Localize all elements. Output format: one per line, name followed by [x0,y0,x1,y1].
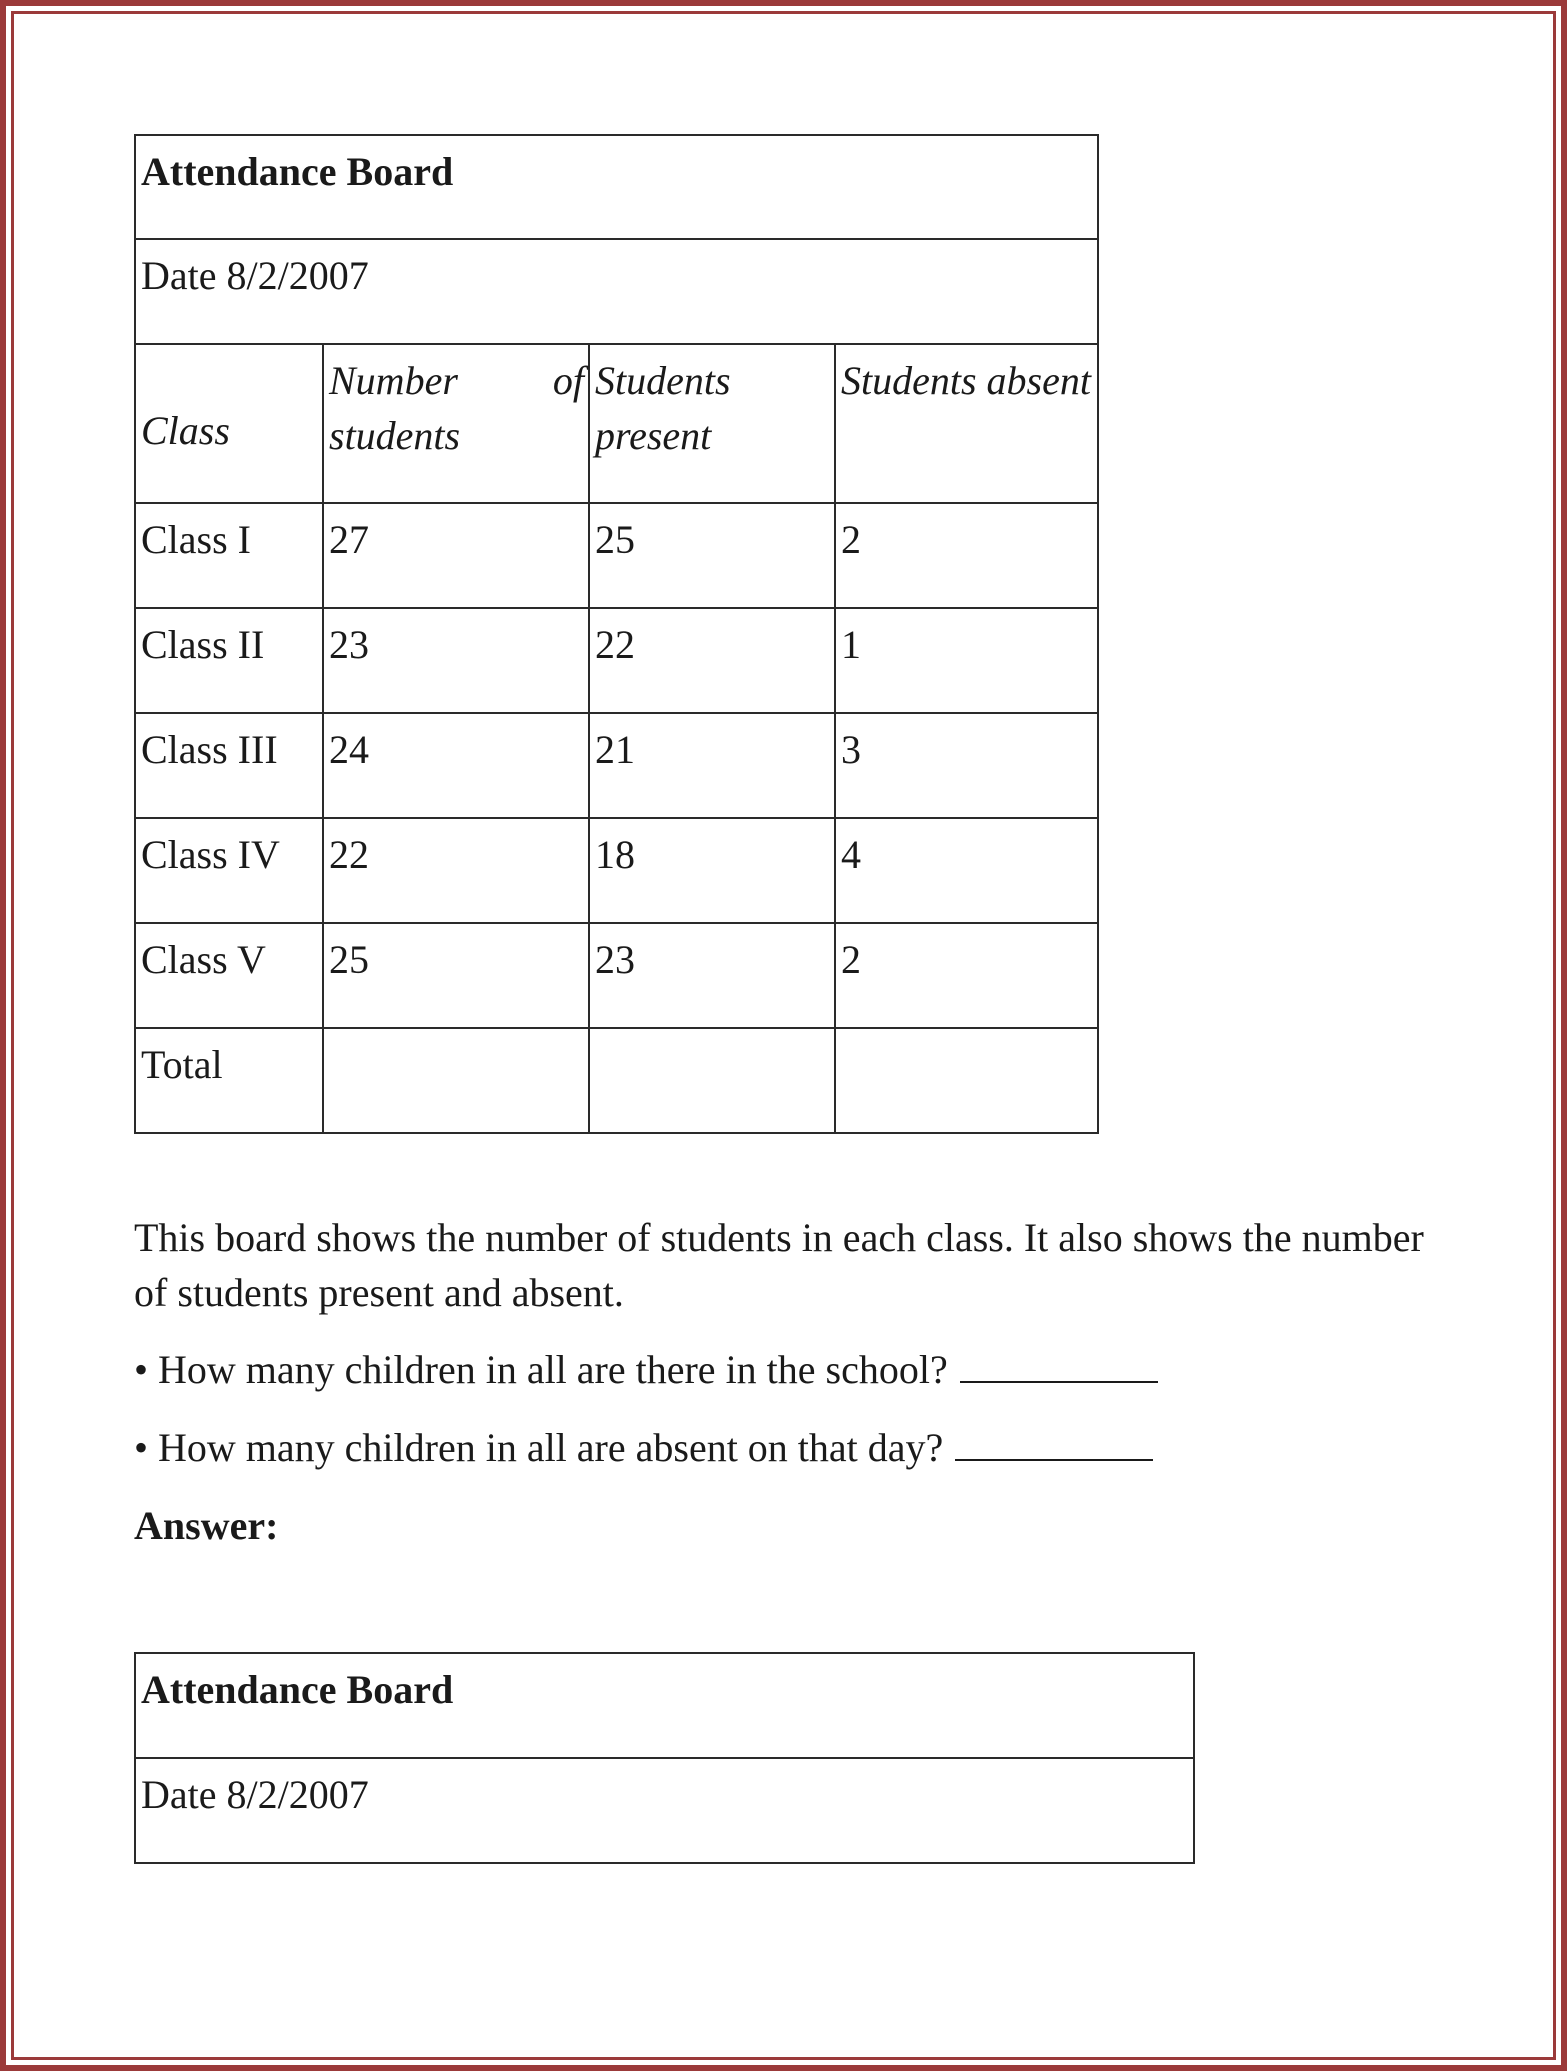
question-1 [134,1342,1434,1397]
attendance-board-table [134,134,1097,1132]
answer-blank-2 [955,1429,1153,1461]
header-class: Class [135,344,323,503]
total-number-cell [323,1028,589,1133]
board-date: Date 8/2/2007 [135,239,1098,344]
question-2 [134,1420,1434,1475]
total-absent-cell [835,1028,1098,1133]
total-label: Total [135,1028,323,1133]
cell-absent: 2 [835,923,1098,1028]
cell-class: Class I [135,503,323,608]
cell-present: 18 [589,818,835,923]
question-1-text: • How many children in all are there in the school? [134,1347,948,1392]
description-text: This board shows the number of students in each class. It also shows the number of students present and absent. [134,1215,1424,1315]
cell-class: Class IV [135,818,323,923]
cell-number: 27 [323,503,589,608]
board-title: Attendance Board [135,135,1098,239]
cell-class: Class II [135,608,323,713]
table-row [135,503,1098,608]
answer-label: Answer: [134,1503,279,1548]
answer-board-date: Date 8/2/2007 [135,1758,1194,1863]
header-number-of-students: Number of students [323,344,589,503]
table-row [135,608,1098,713]
cell-absent: 1 [835,608,1098,713]
total-row [135,1028,1098,1133]
cell-absent: 2 [835,503,1098,608]
table-row [135,818,1098,923]
cell-present: 25 [589,503,835,608]
cell-present: 23 [589,923,835,1028]
total-present-cell [589,1028,835,1133]
header-students-absent: Students absent [835,344,1098,503]
answer-board-title: Attendance Board [135,1653,1194,1758]
header-students-present: Students present [589,344,835,503]
cell-present: 22 [589,608,835,713]
cell-present: 21 [589,713,835,818]
cell-number: 25 [323,923,589,1028]
cell-number: 24 [323,713,589,818]
cell-absent: 3 [835,713,1098,818]
cell-absent: 4 [835,818,1098,923]
table-row [135,923,1098,1028]
cell-class: Class III [135,713,323,818]
table-row [135,713,1098,818]
cell-number: 23 [323,608,589,713]
cell-class: Class V [135,923,323,1028]
cell-number: 22 [323,818,589,923]
answer-blank-1 [960,1351,1158,1383]
answer-board-table [134,1652,1195,1864]
question-2-text: • How many children in all are absent on that day? [134,1425,944,1470]
